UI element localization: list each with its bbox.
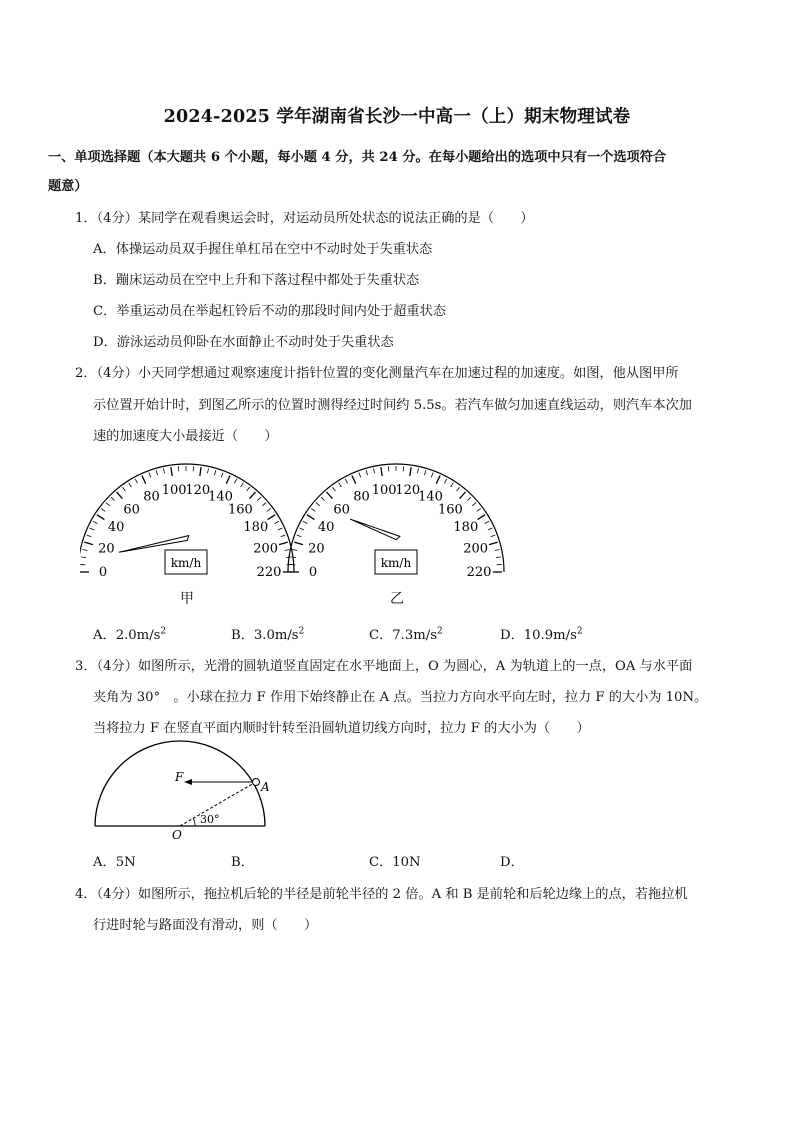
label-o: O [172, 828, 182, 842]
speedometer-yi-tick-label: 160 [437, 502, 463, 518]
speedometer-yi-tick [495, 549, 500, 550]
speedometer-figure [80, 452, 520, 612]
speedometer-jia-tick [117, 492, 123, 499]
speedometer-yi-caption: 乙 [390, 591, 404, 607]
speedometer-yi-tick [410, 467, 411, 476]
question-2-option-d: D．$10.9m/s^2$ [500, 626, 583, 643]
speedometer-yi-tick [491, 535, 496, 537]
question-3-option-b: B． [231, 855, 254, 870]
speedometer-yi-tick [451, 483, 454, 487]
speedometer-yi-tick [327, 492, 333, 499]
speedometer-yi-tick [291, 557, 296, 558]
question-2-stem-line2: 示位置开始计时，到图乙所示的位置时测得经过时间约 5.5s。若汽车做匀加速直线运动，则汽车本次加 [93, 398, 692, 413]
question-4-stem-line2: 行进时轮与路面没有滑动，则（ ） [93, 918, 318, 933]
label-f: F [175, 770, 184, 784]
speedometer-jia-tick [142, 476, 146, 484]
speedometer-jia-tick [122, 487, 125, 491]
speedometer-jia-tick [207, 468, 208, 473]
speedometer-jia-tick [84, 542, 93, 545]
speedometer-yi-tick-label: 140 [418, 489, 443, 505]
speedometer-jia-tick-label: 200 [253, 541, 279, 557]
speedometer-jia-tick-label: 60 [123, 502, 140, 518]
speedometer-jia-tick [262, 503, 266, 506]
speedometer-yi-tick-label: 60 [333, 502, 350, 518]
speedometer-yi-tick [311, 508, 315, 511]
speedometer-yi-tick [457, 487, 460, 491]
speedometer-yi-tick [294, 542, 303, 545]
speedometer-yi-tick-label: 100 [371, 482, 397, 498]
speedometer-jia-tick [149, 473, 151, 478]
speedometer-yi-tick [444, 479, 446, 483]
question-2-option-c: C．$7.3m/s^2$ [369, 626, 443, 643]
speedometer-jia-tick [135, 479, 137, 483]
speedometer-jia-tick [226, 476, 230, 484]
speedometer-yi-tick [339, 483, 342, 487]
speedometer-yi-tick [297, 535, 302, 537]
force-arrowhead [184, 779, 192, 785]
question-3-stem-line1: 3．（4分）如图所示，光滑的圆轨道竖直固定在水平地面上，O 为圆心，A 为轨道上的一点，OA 与水平面 [75, 659, 693, 674]
speedometer-yi-tick [373, 468, 374, 473]
question-3-stem-line2: 夹角为 30° 。小球在拉力 F 作用下始终静止在 A 点。当拉力方向水平向左时，拉力 F 的大小为 10N。 [93, 690, 708, 705]
speedometer-jia-tick [81, 557, 86, 558]
question-2-option-a: A．$2.0m/s^2$ [93, 626, 167, 643]
speedometer-jia-tick [93, 521, 97, 523]
circular-track-figure [88, 740, 278, 845]
speedometer-jia-tick-label: 20 [98, 541, 115, 557]
speedometer-yi-tick [381, 467, 382, 476]
speedometer-yi-tick [417, 468, 418, 473]
speedometer-yi-tick [300, 528, 305, 530]
speedometer-jia-tick [200, 467, 201, 476]
speedometer-yi-tick [352, 476, 356, 484]
speedometer-jia-tick-label: 160 [227, 502, 253, 518]
section-heading-cont: 题意） [48, 179, 88, 194]
speedometer-yi-tick-label: 220 [466, 565, 492, 580]
speedometer-yi-tick [489, 542, 498, 545]
label-angle: 30° [200, 813, 220, 826]
speedometer-jia-tick [257, 497, 261, 501]
speedometer-jia-tick [267, 508, 271, 511]
speedometer-yi-tick-label: 40 [317, 520, 335, 536]
speedometer-jia-tick [87, 535, 92, 537]
question-3-option-a: A．5N [93, 855, 136, 870]
speedometer-jia-tick [278, 528, 283, 530]
speedometer-jia-tick [82, 549, 87, 550]
speedometer-yi-tick [316, 503, 320, 506]
speedometer-jia-tick-label: 180 [243, 520, 269, 536]
question-3-option-c: C．10N [369, 855, 421, 870]
speedometer-jia-tick [214, 470, 215, 475]
speedometer-yi-tick [467, 497, 471, 501]
speedometer-yi-tick [485, 521, 489, 523]
speedometer-yi-tick [436, 476, 440, 484]
label-a: A [261, 780, 270, 794]
question-1-stem: 1．（4分）某同学在观看奥运会时，对运动员所处状态的说法正确的是（ ） [75, 211, 534, 226]
speedometer-jia-tick [234, 479, 236, 483]
speedometer-yi-tick-label: 180 [453, 520, 479, 536]
speedometer-jia-tick-label: 120 [185, 482, 211, 498]
speedometer-jia-tick [171, 467, 172, 476]
speedometer-yi-tick [431, 473, 433, 478]
speedometer-jia-tick [156, 470, 157, 475]
speedometer-jia-tick [247, 487, 250, 491]
speedometer-jia-tick [279, 542, 288, 545]
speedometer-yi-tick [496, 557, 501, 558]
speedometer-yi-tick-label: 200 [463, 541, 489, 557]
speedometer-yi [288, 464, 504, 580]
speedometer-jia-tick-label: 80 [143, 489, 160, 505]
speedometer-yi-tick [307, 515, 315, 520]
question-1-option-b: B．蹦床运动员在空中上升和下落过程中都处于失重状态 [93, 273, 420, 288]
speedometer-yi-tick [424, 470, 425, 475]
speedometer-jia-tick-label: 100 [161, 482, 187, 498]
speedometer-yi-needle [350, 519, 400, 540]
speedometer-yi-tick [321, 497, 325, 501]
question-2-option-b: B．$3.0m/s^2$ [231, 626, 305, 643]
speedometer-jia-tick [90, 528, 95, 530]
speedometer-jia [80, 464, 294, 580]
speedometer-jia-tick [241, 483, 244, 487]
speedometer-jia-tick [221, 473, 223, 478]
ball-at-a [253, 779, 260, 786]
speedometer-yi-tick [345, 479, 347, 483]
speedometer-yi-tick [472, 503, 476, 506]
speedometer-jia-tick [250, 492, 256, 499]
page-title: 2024-2025 学年湖南省长沙一中高一（上）期末物理试卷 [163, 107, 631, 127]
speedometer-yi-tick [303, 521, 307, 523]
question-1-option-c: C．举重运动员在举起杠铃后不动的那段时间内处于超重状态 [93, 304, 446, 319]
speedometer-jia-unit-label: km/h [170, 556, 202, 570]
speedometer-yi-tick [292, 549, 297, 550]
speedometer-yi-tick-label: 0 [308, 565, 318, 580]
speedometer-jia-tick [275, 521, 279, 523]
speedometer-jia-tick [268, 515, 276, 520]
question-2-stem-line3: 速的加速度大小最接近（ ） [93, 429, 278, 444]
speedometer-jia-tick-label: 220 [256, 565, 282, 580]
speedometer-yi-tick [488, 528, 493, 530]
speedometer-jia-tick [129, 483, 132, 487]
question-2-stem-line1: 2．（4分）小天同学想通过观察速度计指针位置的变化测量汽车在加速过程的加速度。如图，他从图甲所 [75, 366, 679, 381]
question-4-stem-line1: 4．（4分）如图所示，拖拉机后轮的半径是前轮半径的 2 倍。A 和 B 是前轮和后轮边缘上的点，若拖拉机 [75, 887, 688, 902]
speedometer-jia-tick-label: 40 [107, 520, 125, 536]
speedometer-jia-tick [106, 503, 110, 506]
question-3-stem-line3: 当将拉力 F 在竖直平面内顺时针转至沿圆轨道切线方向时，拉力 F 的大小为（ ） [93, 721, 590, 736]
speedometer-yi-tick-label: 80 [353, 489, 370, 505]
speedometer-jia-tick [281, 535, 286, 537]
question-3-option-d: D． [500, 855, 524, 870]
speedometer-yi-tick [359, 473, 361, 478]
speedometer-yi-tick [366, 470, 367, 475]
question-1-option-d: D．游泳运动员仰卧在水面静止不动时处于失重状态 [93, 335, 394, 350]
speedometer-jia-tick [163, 468, 164, 473]
speedometer-jia-tick [101, 508, 105, 511]
speedometer-jia-tick-label: 140 [208, 489, 233, 505]
speedometer-jia-tick-label: 0 [98, 565, 108, 580]
speedometer-jia-tick [111, 497, 115, 501]
section-heading: 一、单项选择题（本大题共 6 个小题，每小题 4 分，共 24 分。在每小题给出的选项中只有一个选项符合 [48, 150, 667, 165]
angle-arc [193, 818, 195, 826]
speedometer-yi-tick [477, 508, 481, 511]
speedometer-jia-caption: 甲 [180, 591, 194, 607]
speedometer-yi-tick-label: 20 [308, 541, 325, 557]
speedometer-jia-tick [97, 515, 105, 520]
question-1-option-a: A．体操运动员双手握住单杠吊在空中不动时处于失重状态 [93, 242, 433, 257]
speedometer-yi-tick [478, 515, 486, 520]
speedometer-jia-tick [285, 549, 290, 550]
speedometer-yi-unit-label: km/h [380, 556, 412, 570]
speedometer-yi-tick [332, 487, 335, 491]
speedometer-yi-tick-label: 120 [395, 482, 421, 498]
speedometer-yi-tick [460, 492, 466, 499]
